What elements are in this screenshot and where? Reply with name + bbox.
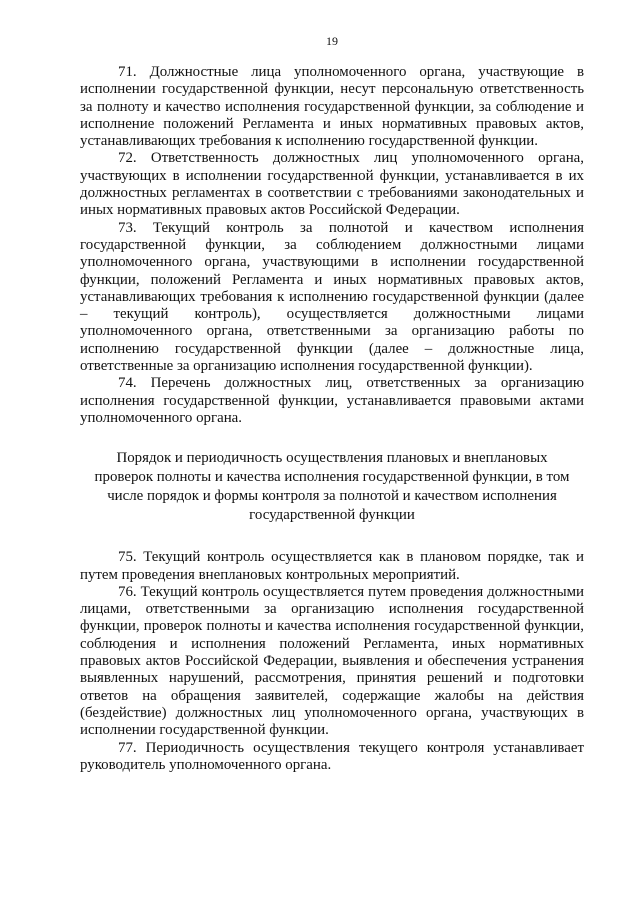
- section-heading: Порядок и периодичность осуществления плановых и внеплановых проверок полноты и качества исполнения государственной функции, в том числе порядок и формы контроля за полнотой и качеством исполнения государственной функции: [94, 450, 570, 524]
- page-number: 19: [326, 34, 338, 48]
- paragraph-75: 75. Текущий контроль осуществляется как в плановом порядке, так и путем проведения внеплановых контрольных мероприятий.: [80, 549, 584, 583]
- paragraph-73: 73. Текущий контроль за полнотой и качеством исполнения государственной функции, за соблюдением должностными лицами уполномоченного органа, участвующими в исполнении государственной функции, положений Регламента и иных нормативных правовых актов, устанавливающих требования к исполнению государственной функции (далее – текущий контроль), осуществляется должностными лицами уполномоченного органа, ответственными за организацию работы по исполнению государственной функции (далее – должностные лица, ответственные за организацию исполнения государственной функции).: [80, 219, 584, 375]
- paragraph-72: 72. Ответственность должностных лиц уполномоченного органа, участвующих в исполнении государственной функции, устанавливается в их должностных регламентах в соответствии с требованиями законодательных и иных нормативных правовых актов Российской Федерации.: [80, 150, 584, 219]
- paragraph-74: 74. Перечень должностных лиц, ответственных за организацию исполнения государственной функции, устанавливается правовыми актами уполномоченного органа.: [80, 375, 584, 426]
- paragraph-71: 71. Должностные лица уполномоченного органа, участвующие в исполнении государственной функции, несут персональную ответственность за полноту и качество исполнения государственной функции, за соблюдение и исполнение положений Регламента и иных нормативных правовых актов, устанавливающих требования к исполнению государственной функции.: [80, 64, 584, 150]
- paragraph-76: 76. Текущий контроль осуществляется путем проведения должностными лицами, ответственными за организацию исполнения государственной функции, проверок полноты и качества исполнения государственной функции, соблюдения и исполнения положений Регламента, иных нормативных правовых актов Российской Федерации, выявления и обеспечения устранения выявленных нарушений, рассмотрения, принятия решений и подготовки ответов на обращения заявителей, содержащие жалобы на действия (бездействие) должностных лиц уполномоченного органа, участвующих в исполнении государственной функции.: [80, 583, 584, 739]
- paragraphs-top: [80, 64, 584, 427]
- paragraphs-bottom: [80, 549, 584, 774]
- paragraph-77: 77. Периодичность осуществления текущего контроля устанавливает руководитель уполномоченного органа.: [80, 739, 584, 773]
